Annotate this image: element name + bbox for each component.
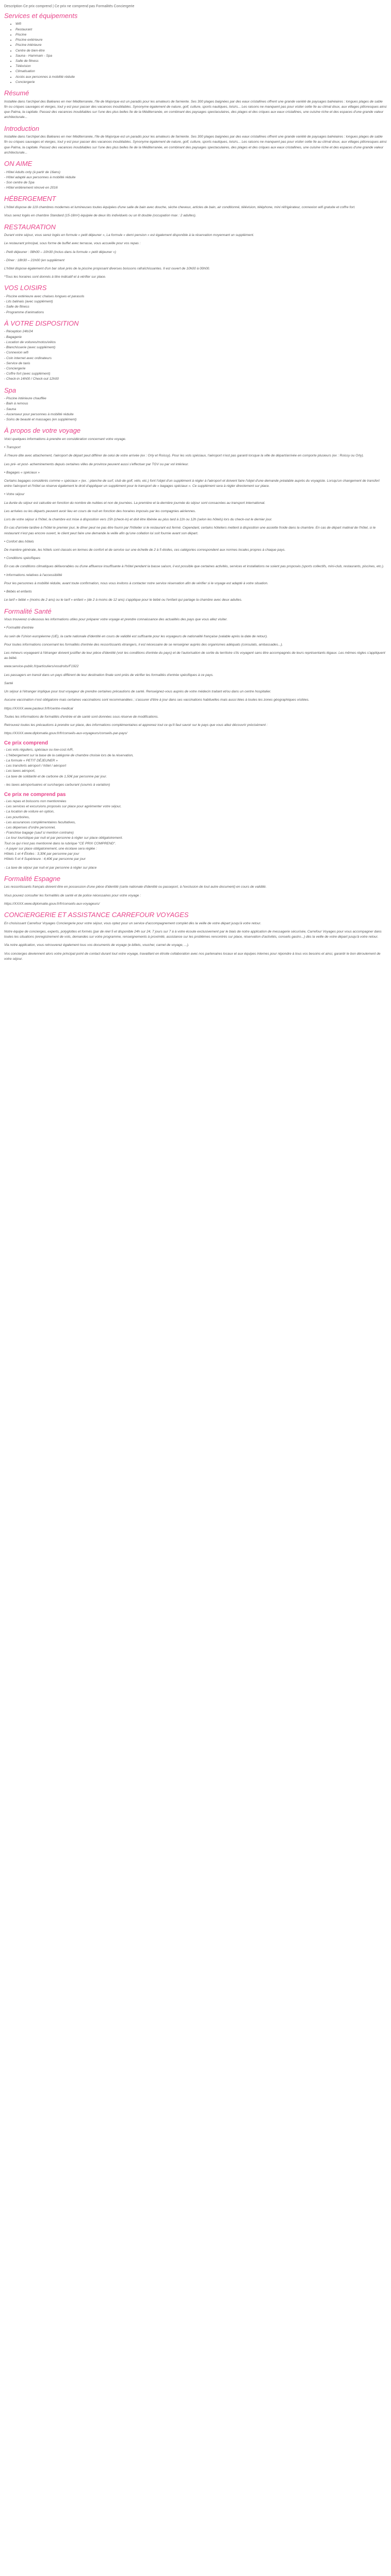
conciergerie-p1: En choisissant Carrefour Voyages Conciergerie pour votre séjour, vous optez pour un service d'accompagnement complet dès la veille de votre départ jusqu'à votre retour. — [4, 921, 262, 925]
formalite-espagne-title: Formalité Espagne — [4, 874, 61, 883]
comprend-item: - La formule « PETIT DÉJEUNER » — [4, 758, 58, 762]
formalites-p7: Toutes les informations de formalités d'entrée et de santé sont données sous réserve de modifications. — [4, 715, 159, 719]
formalites-title: Formalité Santé — [4, 607, 52, 615]
services-list — [4, 22, 387, 85]
on-aime-item: - Hôtel entièrement rénové en 2016 — [4, 186, 58, 190]
ne-comprend-section — [4, 792, 387, 871]
restauration-text-1: Durant votre séjour, vous serez logés en formule « petit déjeuner », La formule « demi pension » est également disponible à la réservation moyennant un supplément. — [4, 233, 254, 238]
intro-section — [4, 125, 387, 156]
on-aime-title: ON AIME — [4, 160, 32, 167]
comprend-section — [4, 740, 387, 788]
bebes-text: Le tarif « bébé » (moins de 2 ans) ou le tarif « enfant » (de 2 à moins de 12 ans) s'applique pour le bébé ou l'enfant qui partage la chambre avec deux adultes. — [4, 598, 242, 602]
formalites-p8: Retrouvez toutes les précautions à prendre sur place, des informations complémentaires et apprenez tout ce qu'il faut savoir sur le pays que vous allez découvrir précisément : — [4, 723, 268, 727]
horaires-text: En cas d'arrivée tardive à l'hôtel le premier jour, le dîner peut ne pas être fourni par l'hôtelier si le restaurant est fermé. Cependant, certains hôteliers mettent à disposition une assiette froide dans la chambre. En cas de départ matinal de l'hôtel, si le restaurant n'est pas encore ouvert, le client peut faire une demande la veille afin qu'une collation lui soit fournie avant son départ. — [4, 526, 376, 535]
loisir-item: - Piscine extérieure avec chaises longues et parasols — [4, 295, 85, 298]
bebes-label: • Bébés et enfants — [4, 590, 32, 594]
conciergerie-p4: Vos concierges deviennent alors votre principal point de contact durant tout votre voyage, travaillant en étroite collaboration avec nos partenaires locaux et aux équipes internes pour répondre à tous vos besoins et ainsi, garantir le bon déroulement de votre séjour. — [4, 952, 381, 961]
service-item: • Restaurant — [15, 27, 387, 32]
transport-label: • Transport — [4, 446, 21, 450]
formalite-entree-label: • Formalité d'entrée — [4, 626, 34, 630]
conditions-text: En cas de conditions climatiques défavorables ou d'une affluence insuffisante à l'hôtel pendant la basse saison, il est possible que certaines activités, services et installations ne soient pas proposés (sports collectifs, mini-club, restaurants, piscines, etc.). — [4, 565, 384, 569]
comprend-tail: - les taxes aéroportuaires et surcharges carburant (soumis à variation) — [4, 783, 110, 787]
ne-comprend-tail: - La taxe de séjour par nuit et par personne à régler sur place — [4, 866, 97, 870]
prefac-text: Les pré- et post- acheminements depuis certaines villes de province peuvent aussi s'effectuer par TGV ou par vol intérieur. — [4, 462, 189, 466]
ne-comprend-item: - Les services et excursions proposés sur place pour agrémenter votre séjour, — [4, 805, 122, 809]
service-item: • Centre de bien-être — [15, 48, 387, 54]
disposition-section — [4, 319, 387, 382]
apropos-section — [4, 427, 387, 603]
loisir-item: - Programme d'animations — [4, 310, 44, 314]
comprend-list — [4, 748, 387, 779]
spa-item: - Ascenseur pour personnes à mobilité réduite — [4, 412, 74, 416]
spa-list — [4, 396, 387, 422]
ne-comprend-item: Tout ce qui n'est pas mentionné dans la rubrique "CE PRIX COMPREND". — [4, 841, 116, 845]
transport-text: À l'heure dite avec attachement, l'aéroport de départ peut différer de celui de votre arrivée (ex : Orly et Roissy). Pour les vols spéciaux, l'aéroport n'est pas garanti lorsque la ville de départ/arrivée en comporte plusieurs (ex : Roissy ou Orly). — [4, 454, 364, 458]
accessibilite-label: • Informations relatives à l'accessibilité — [4, 573, 62, 577]
chambre-text: Lors de votre séjour à l'hôtel, la chambre est mise à disposition vers 15h (check-in) et doit être libérée au plus tard à 11h ou 12h (selon les hôtels) lors du check-out le dernier jour. — [4, 518, 272, 522]
hebergement-text-1: L'hôtel dispose de 119 chambres modernes et lumineuses toutes équipées d'une salle de bain avec douche, sèche cheveux, articles de bain, air conditionné, télévision, téléphone, mini réfrigérateur, connexion wifi gratuite et coffre fort. — [4, 206, 355, 210]
disposition-item: - Service de taxis — [4, 361, 30, 365]
service-item: • Piscine intérieure — [15, 43, 387, 48]
ne-comprend-item: - Le tour touristique par nuit et par personne à régler sur place obligatoirement. — [4, 836, 123, 840]
comprend-item: - Les taxes aéroport, — [4, 769, 36, 773]
bagages-text: Certains bagages considérés comme « spéciaux » (ex. : planche de surf, club de golf, vélo, etc.) font l'objet d'un supplément à régler à l'aéroport et doivent faire l'objet d'une demande préalable auprès du voyagiste. Lorsqu'un changement de transfert entre l'aéroport et l'hôtel se réserve également le droit d'appliquer un supplément pour le transport de « bagages spéciaux ». Ce supplément sera à régler directement sur place. — [4, 479, 380, 488]
resume-section — [4, 89, 387, 120]
formalites-p4: Les passagers en transit dans un pays différent de leur destination finale sont priés de vérifier les formalités d'entrée spécifiques à ce pays. — [4, 673, 214, 677]
disposition-item: - Connexion wifi — [4, 351, 28, 355]
services-title: Services et équipements — [4, 11, 78, 20]
comprend-item: - L'hébergement sur la base de la catégorie de chambre choisie lors de la réservation, — [4, 753, 134, 757]
disposition-item: - Coffre fort (avec supplément) — [4, 372, 51, 376]
services-section — [4, 12, 387, 85]
loisir-item: - Lits balinais (avec supplément) — [4, 300, 53, 304]
apropos-intro: Voici quelques informations à prendre en considération concernant votre voyage. — [4, 437, 126, 441]
ne-comprend-item: Hôtels 5 et 4 Supérieure : 4,40€ par personne par jour — [4, 857, 86, 861]
resume-text: Installée dans l'archipel des Baléares en mer Méditerranée, l'île de Majorque est un paradis pour les amateurs de farniente. Ses 300 plages baignées par des eaux cristallines offrent une grande variété de paysages balnéaires : longues plages de sable fin ou criques sauvages et vierges, tout y est pour passer des vacances inoubliables. Synonyme également de nature, golf, culture, sports nautiques, loisirs... Les raisons ne manquent pas pour visiter cette île au climat doux, aux villages pittoresques ainsi que Palma, la capitale. Passez des vacances inoubliables sur l'une des plus belles île de la Méditerranée, en combinant des paysages spectaculaires, des plages et des criques aux eaux cristallines, une cuisine riche et des espaces d'une grande valeur architecturale... — [4, 99, 387, 120]
spa-title: Spa — [4, 386, 17, 394]
on-aime-item: - Hôtel adapté aux personnes à mobilité réduite — [4, 175, 76, 179]
spa-item: - Sauna — [4, 407, 17, 411]
disposition-item: - Coin internet avec ordinateurs — [4, 356, 52, 360]
formalites-p3: Les mineurs voyageant à l'étranger doivent justifier de leur pièce d'identité (voir les conditions d'entrée du pays) et de l'autorisation de sortie du territoire s'ils voyagent sans être accompagnés de leurs représentants légaux. Les mêmes règles s'appliquent au bébé. — [4, 651, 385, 660]
disposition-item: - Location de voitures/motos/vélos — [4, 340, 56, 344]
on-aime-item: - Hôtel Adults only (à partir de 16ans) — [4, 170, 60, 174]
intro-title: Introduction — [4, 124, 39, 132]
service-item: • Climatisation — [15, 69, 387, 74]
restauration-section — [4, 223, 387, 280]
arrivees-text: Les arrivées ou les départs peuvent avoir lieu en cours de nuit en fonction des horaires imposés par les compagnies aériennes. — [4, 509, 196, 513]
ne-comprend-item: Hôtels 1 et 4 Étoiles : 3,30€ par personne par jour — [4, 852, 79, 856]
ne-comprend-item: - Franchise bagage (sauf si mention contraire) — [4, 831, 74, 835]
spa-item: - Bain à remous — [4, 402, 28, 406]
disposition-item: - Check-in 14h00 / Check-out 12h00 — [4, 377, 59, 381]
formalites-p6: Aucune vaccination n'est obligatoire mais certaines vaccinations sont recommandées ; s'assurer d'être à jour dans ses vaccinations habituelles mais aussi liées à toutes les zones géographiques visitées. — [4, 698, 309, 702]
formalite-espagne-p2: Vous pouvez consulter les formalités de santé et de police nécessaires pour votre voyage : — [4, 893, 141, 897]
ne-comprend-item: - Les assurances complémentaires facultatives, — [4, 820, 76, 824]
sejour-label: • Votre séjour — [4, 493, 25, 497]
formalite-espagne-p1: Les ressortissants français doivent être en possession d'une pièce d'identité (carte nationale d'identité ou passeport, à l'exclusion de tout autre document) en cours de validité. — [4, 885, 267, 889]
page — [4, 0, 387, 2576]
breadcrumb[interactable]: Description Ce prix comprend | Ce prix ne comprend pas Formalités Conciergerie — [4, 5, 135, 8]
conciergerie-section — [4, 911, 387, 962]
formalites-section — [4, 607, 387, 737]
ne-comprend-item: - Les pourboires, — [4, 815, 30, 819]
formalite-espagne-link[interactable]: https://XXXX.www.diplomatie.gouv.fr/fr/conseils-aux-voyageurs/ — [4, 902, 100, 906]
loisirs-list — [4, 294, 387, 315]
restauration-text-3: L'hôtel dispose également d'un bar situé près de la piscine proposant diverses boissons rafraîchissantes. Il est ouvert de 10h00 à 00h00. — [4, 266, 210, 270]
comprend-item: - La taxe de solidarité et de carbone de 1,50€ par personne par jour. — [4, 774, 107, 778]
comprend-title: Ce prix comprend — [4, 740, 48, 747]
spa-item: - Soins de beauté et massages (en supplément) — [4, 418, 77, 422]
disposition-item: - Réception 24h/24 — [4, 330, 33, 334]
disposition-item: - Conciergerie — [4, 367, 26, 370]
loisirs-section — [4, 284, 387, 315]
confort-label: • Confort des hôtels — [4, 539, 34, 544]
on-aime-list — [4, 170, 387, 191]
disposition-item: - Blanchisserie (avec supplément) — [4, 346, 56, 350]
ne-comprend-item: - La location de voiture en option, — [4, 810, 55, 814]
restauration-text-2: Le restaurant principal, sous forme de buffet avec terrasse, vous accueille pour vos repas : — [4, 242, 141, 246]
ne-comprend-list — [4, 799, 387, 862]
spa-section — [4, 386, 387, 423]
sejour-text: La durée du séjour est calculée en fonction du nombre de nuitées et non de journées. La première et la dernière journée du séjour sont consacrées au transport international. — [4, 501, 266, 505]
formalites-link-3[interactable]: https://XXXX.www.diplomatie.gouv.fr/fr/conseils-aux-voyageurs/conseils-par-pays/ — [4, 732, 127, 736]
hebergement-title: HÉBERGEMENT — [4, 195, 56, 203]
conditions-label: • Conditions spécifiques — [4, 556, 41, 561]
restauration-line-1: - Petit déjeuner : 08h00 – 10h30 (inclus dans la formule « petit déjeuner ») — [4, 250, 116, 254]
comprend-item: - Les vols réguliers, spéciaux ou low-cost A/R, — [4, 748, 74, 752]
intro-text: Installée dans l'archipel des Baléares en mer Méditerranée, l'île de Majorque est un paradis pour les amateurs de farniente. Ses 300 plages baignées par des eaux cristallines offrent une grande variété de paysages balnéaires : longues plages de sable fin ou criques sauvages et vierges, tout y est pour passer des vacances inoubliables. Synonyme également de nature, golf, culture, sports nautiques, loisirs... Les raisons ne manquent pas pour visiter cette île au climat doux, aux villages pittoresques ainsi que Palma, la capitale. Passez des vacances inoubliables sur l'une des plus belles île de la Méditerranée, en combinant des paysages spectaculaires, des plages et des criques aux eaux cristallines, une cuisine riche et des espaces d'une grande valeur architecturale... — [4, 135, 387, 155]
restauration-text-4: *Tous les horaires sont donnés à titre indicatif et à vérifier sur place. — [4, 275, 106, 279]
on-aime-item: - Son centre de Spa — [4, 181, 35, 185]
formalites-p5: Un séjour à l'étranger implique pour tout voyageur de prendre certaines précautions de santé. Renseignez-vous auprès de votre médecin traitant et/ou dans un centre hospitalier. — [4, 690, 271, 694]
ne-comprend-item: - Les repas et boissons non mentionnées — [4, 799, 67, 803]
on-aime-section — [4, 160, 387, 191]
hebergement-section — [4, 195, 387, 218]
disposition-item: - Bagagerie — [4, 335, 22, 339]
formalites-p1: Au sein de l'Union européenne (UE), la carte nationale d'identité en cours de validité est suffisante pour les voyageurs de nationalité française (valable après la date de retour). — [4, 634, 268, 638]
conciergerie-title: CONCIERGERIE ET ASSISTANCE CARREFOUR VOYAGES — [4, 911, 189, 919]
formalites-link-1[interactable]: www.service-public.fr/particuliers/vosdroits/F1922 — [4, 665, 79, 669]
disposition-title: À VOTRE DISPOSITION — [4, 319, 79, 327]
service-item: • Piscine extérieure — [15, 38, 387, 43]
sante-label: Santé — [4, 681, 13, 685]
loisirs-title: VOS LOISIRS — [4, 284, 47, 292]
ne-comprend-item: - Les dépenses d'ordre personnel, — [4, 826, 56, 830]
spa-item: - Piscine intérieure chauffée — [4, 397, 46, 401]
restauration-title: RESTAURATION — [4, 223, 56, 231]
conciergerie-p3: Via notre application, vous retrouverez également tous vos documents de voyage (e-billets, voucher, carnet de voyage, ...). — [4, 943, 189, 947]
service-item: • Wifi — [15, 22, 387, 27]
accessibilite-text: Pour les personnes à mobilité réduite, avant toute confirmation, nous vous invitons à contacter notre service réservation afin de vérifier si le voyage est adapté à votre situation. — [4, 581, 269, 585]
service-item: • Sauna - Hammam - Spa — [15, 54, 387, 59]
restauration-line-2: - Dîner : 18h30 – 21h00 (en supplément — [4, 258, 64, 262]
comprend-item: - Les transferts aéroport / hôtel / aéroport — [4, 764, 67, 768]
resume-title: Résumé — [4, 89, 29, 97]
hebergement-text-2: Vous serez logés en chambre Standard (15-18m²) équipée de deux lits individuels ou un lit double (occupation max : 2 adultes). — [4, 214, 197, 218]
service-item: • Conciergerie — [15, 80, 387, 85]
disposition-list — [4, 329, 387, 382]
apropos-title: À propos de votre voyage — [4, 427, 81, 435]
formalites-intro: Vous trouverez ci-dessous les informations utiles pour préparer votre voyage et prendre connaissance des actualités des pays que vous allez visiter. — [4, 618, 228, 622]
ne-comprend-title: Ce prix ne comprend pas — [4, 791, 66, 798]
formalites-link-2[interactable]: https://XXXX.www.pasteur.fr/fr/centre-medical — [4, 706, 73, 710]
confort-text: De manière générale, les hôtels sont classés en termes de confort et de service sur une échelle de 2 à 5 étoiles, ces catégories correspondent aux normes locales propres à chaque pays. — [4, 548, 286, 552]
formalites-p2: Pour toutes informations concernant les formalités d'entrée des ressortissants étrangers, il est nécessaire de se renseigner auprès des organismes adéquats (consulats, ambassades...). — [4, 642, 283, 647]
service-item: • Salle de fitness — [15, 59, 387, 64]
service-item: • Piscine — [15, 32, 387, 38]
loisir-item: - Salle de fitness — [4, 305, 29, 309]
conciergerie-p2: Notre équipe de concierges, experts, polyglottes et formés (par de réel 5 et disponible 24h sur 24, 7 jours sur 7 à à votre écoute exclusivement par le biais de notre application de messagerie sécurisée, Carrefour Voyages pour vous accompagner dans toutes les situations (enregistrement de vols, demandes sur votre programme, renseignements à proximité, assistance sur les problèmes rencontrés sur place, réservation d'activités, conseils gastro...) dès la veille de votre départ jusqu'à votre retour. — [4, 929, 382, 939]
formalite-espagne-section — [4, 875, 387, 907]
service-item: • Télévision — [15, 64, 387, 69]
service-item: • Accès aux personnes à mobilité réduite — [15, 75, 387, 80]
bagages-label: • Bagages « spéciaux » — [4, 470, 40, 474]
ne-comprend-item: - A payer sur place obligatoirement, une écotaxe sera réglée : — [4, 846, 97, 851]
